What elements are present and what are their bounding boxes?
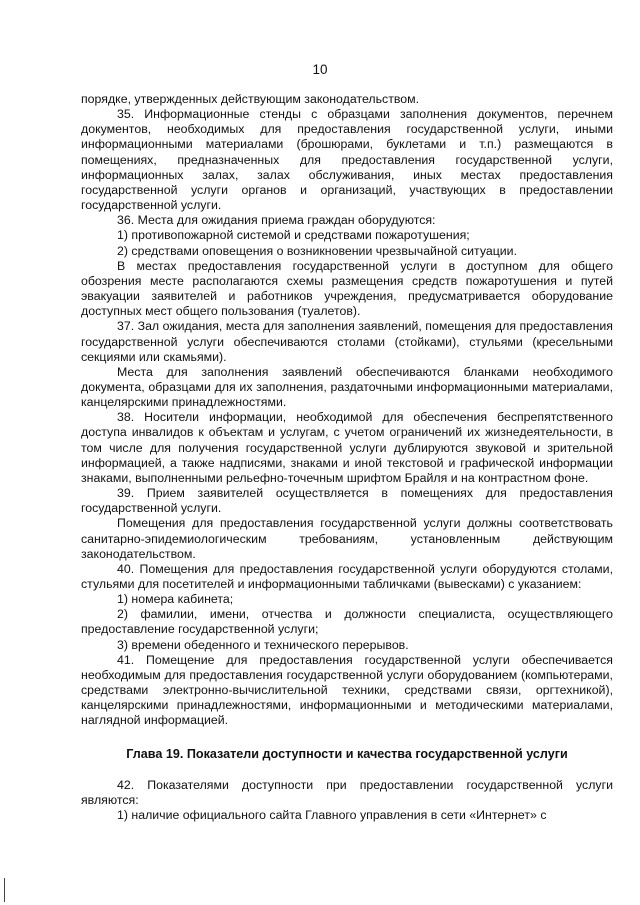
paragraph: 35. Информационные стенды с образцами заполнения документов, перечнем документов, необходимых для предоставления государственной услуги, иными информационными материалами (брошюрами, буклетами и т.п.) размещаются в помещениях, предназначенных для предоставления государственной услуги, информационных залах, залах обслуживания, иных местах предоставления государственной услуги органов и организаций, участвующих в предоставлении государственной услуги. xyxy=(81,107,613,213)
paragraph: 36. Места для ожидания приема граждан оборудуются: xyxy=(117,213,436,228)
paragraph: 2) фамилии, имени, отчества и должности специалиста, осуществляющего предоставление государственной услуги; xyxy=(81,607,613,637)
paragraph: 2) средствами оповещения о возникновении чрезвычайной ситуации. xyxy=(117,243,518,258)
paragraph: 1) противопожарной системой и средствами пожаротушения; xyxy=(117,228,470,243)
paragraph: 1) номера кабинета; xyxy=(117,592,234,607)
paragraph: порядке, утвержденных действующим законодательством. xyxy=(81,92,420,106)
paragraph: Помещения для предоставления государственной услуги должны соответствовать санитарно-эпидемиологическим требованиям, установленным действующим законодательством. xyxy=(81,516,613,561)
document-body xyxy=(81,92,613,823)
paragraph: 40. Помещения для предоставления государственной услуги оборудуются столами, стульями для посетителей и информационными табличками (вывесками) с указанием: xyxy=(81,561,613,591)
paragraph: 42. Показателями доступности при предоставлении государственной услуги являются: xyxy=(81,777,613,807)
paragraph: 39. Прием заявителей осуществляется в помещениях для предоставления государственной услуги. xyxy=(81,486,613,516)
paragraph: 1) наличие официального сайта Главного управления в сети «Интернет» с xyxy=(117,808,547,823)
paragraph: 38. Носители информации, необходимой для обеспечения беспрепятственного доступа инвалидов к объектам и услугам, с учетом ограничений их жизнедеятельности, в том числе для получения государственной услуги дублируются звуковой и зрительной информацией, а также надписями, знаками и иной текстовой и графической информации знаками, выполненными рельефно-точечным шрифтом Брайля и на контрастном фоне. xyxy=(81,410,613,485)
paragraph: 41. Помещение для предоставления государственной услуги обеспечивается необходимым для предоставления государственной услуги оборудованием (компьютерами, средствами электронно-вычислительной техники, средствами связи, оргтехникой), канцелярскими принадлежностями, информационными и методическими материалами, наглядной информацией. xyxy=(81,652,613,728)
chapter-heading: Глава 19. Показатели доступности и качества государственной услуги xyxy=(126,746,568,761)
paragraph: 37. Зал ожидания, места для заполнения заявлений, помещения для предоставления государственной услуги обеспечиваются столами (стойками), стульями (кресельными секциями или скамьями). xyxy=(81,319,613,364)
paragraphs-after-chapter xyxy=(81,778,613,823)
scan-edge-mark xyxy=(4,878,5,902)
page-number: 10 xyxy=(312,62,328,77)
paragraphs-before-chapter xyxy=(81,92,613,729)
paragraph: В местах предоставления государственной услуги в доступном для общего обозрения месте располагаются схемы размещения средств пожаротушения и путей эвакуации заявителей и работников учреждения, предусматривается оборудование доступных мест общего пользования (туалетов). xyxy=(81,258,613,319)
paragraph: Места для заполнения заявлений обеспечиваются бланками необходимого документа, образцами для их заполнения, раздаточными информационными материалами, канцелярскими принадлежностями. xyxy=(81,364,613,410)
paragraph: 3) времени обеденного и технического перерывов. xyxy=(117,637,409,652)
